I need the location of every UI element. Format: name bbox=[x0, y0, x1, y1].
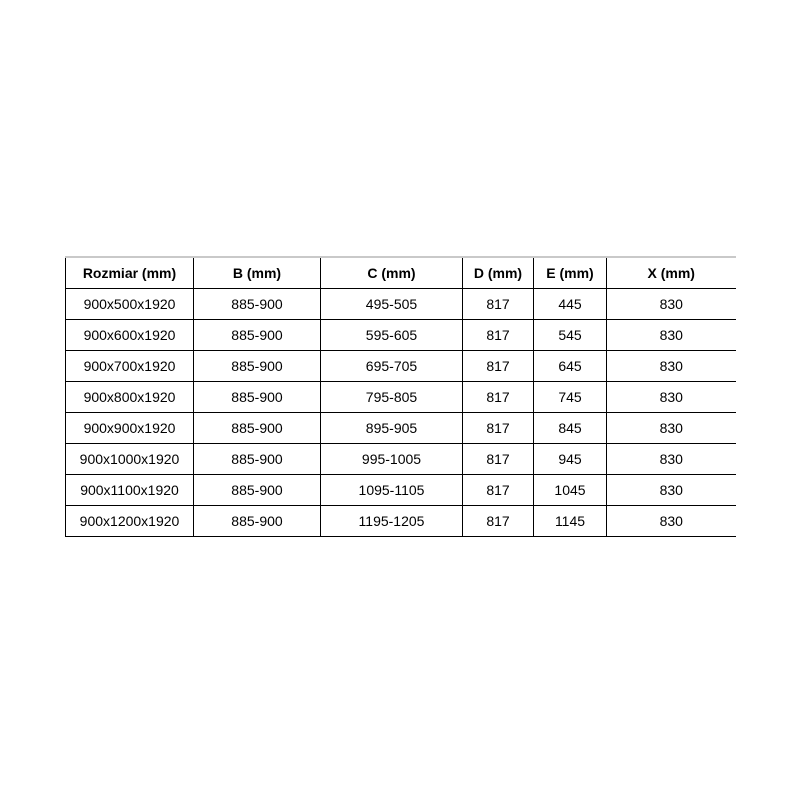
table-cell: 1045 bbox=[534, 474, 607, 505]
table-row bbox=[66, 474, 736, 505]
table-cell: 900x700x1920 bbox=[66, 350, 194, 381]
column-header: D (mm) bbox=[463, 257, 534, 288]
column-header: C (mm) bbox=[321, 257, 463, 288]
table-cell: 817 bbox=[463, 443, 534, 474]
table-cell: 900x1100x1920 bbox=[66, 474, 194, 505]
table-cell: 817 bbox=[463, 474, 534, 505]
table-row bbox=[66, 288, 736, 319]
table-cell: 885-900 bbox=[194, 412, 321, 443]
table-cell: 900x1200x1920 bbox=[66, 505, 194, 536]
table-cell: 900x600x1920 bbox=[66, 319, 194, 350]
table-cell: 895-905 bbox=[321, 412, 463, 443]
table-cell: 885-900 bbox=[194, 474, 321, 505]
table-cell: 695-705 bbox=[321, 350, 463, 381]
table-cell: 545 bbox=[534, 319, 607, 350]
table-cell: 900x500x1920 bbox=[66, 288, 194, 319]
table-body bbox=[66, 288, 736, 536]
table-cell: 1095-1105 bbox=[321, 474, 463, 505]
table-row bbox=[66, 505, 736, 536]
table-cell: 885-900 bbox=[194, 443, 321, 474]
column-header: E (mm) bbox=[534, 257, 607, 288]
table-cell: 900x800x1920 bbox=[66, 381, 194, 412]
table-cell: 445 bbox=[534, 288, 607, 319]
table-cell: 830 bbox=[607, 443, 736, 474]
table-cell: 885-900 bbox=[194, 319, 321, 350]
table-cell: 817 bbox=[463, 505, 534, 536]
table-cell: 945 bbox=[534, 443, 607, 474]
column-header: X (mm) bbox=[607, 257, 736, 288]
table-cell: 830 bbox=[607, 319, 736, 350]
table-cell: 885-900 bbox=[194, 350, 321, 381]
table-cell: 830 bbox=[607, 381, 736, 412]
table-row bbox=[66, 350, 736, 381]
column-header: Rozmiar (mm) bbox=[66, 257, 194, 288]
table-cell: 900x900x1920 bbox=[66, 412, 194, 443]
table-cell: 817 bbox=[463, 412, 534, 443]
table-cell: 817 bbox=[463, 288, 534, 319]
table-cell: 595-605 bbox=[321, 319, 463, 350]
table-cell: 817 bbox=[463, 319, 534, 350]
table-cell: 995-1005 bbox=[321, 443, 463, 474]
table-row bbox=[66, 381, 736, 412]
table-cell: 795-805 bbox=[321, 381, 463, 412]
table-cell: 495-505 bbox=[321, 288, 463, 319]
table-cell: 885-900 bbox=[194, 381, 321, 412]
table-header-row bbox=[66, 257, 736, 288]
table-cell: 885-900 bbox=[194, 288, 321, 319]
table-cell: 830 bbox=[607, 505, 736, 536]
table-cell: 900x1000x1920 bbox=[66, 443, 194, 474]
table-cell: 830 bbox=[607, 474, 736, 505]
table-cell: 830 bbox=[607, 350, 736, 381]
column-header: B (mm) bbox=[194, 257, 321, 288]
table-cell: 645 bbox=[534, 350, 607, 381]
table-cell: 817 bbox=[463, 381, 534, 412]
table-cell: 845 bbox=[534, 412, 607, 443]
table-row bbox=[66, 443, 736, 474]
table-row bbox=[66, 412, 736, 443]
table-cell: 1195-1205 bbox=[321, 505, 463, 536]
table-cell: 885-900 bbox=[194, 505, 321, 536]
dimensions-table bbox=[65, 256, 736, 537]
table-cell: 830 bbox=[607, 288, 736, 319]
table-cell: 817 bbox=[463, 350, 534, 381]
table-cell: 830 bbox=[607, 412, 736, 443]
table-cell: 745 bbox=[534, 381, 607, 412]
table-cell: 1145 bbox=[534, 505, 607, 536]
table-row bbox=[66, 319, 736, 350]
